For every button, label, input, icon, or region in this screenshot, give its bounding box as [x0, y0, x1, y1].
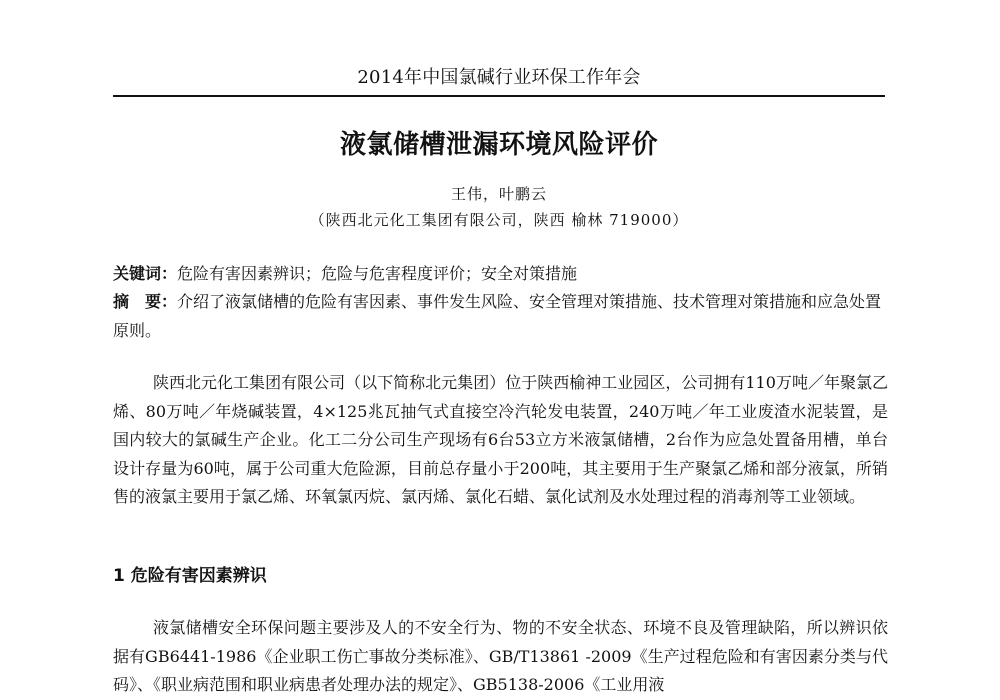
paper-authors: 王伟，叶鹏云 — [450, 185, 547, 203]
keywords-text: 危险有害因素辨识；危险与危害程度评价；安全对策措施 — [177, 264, 578, 283]
abstract-text: 介绍了液氯储槽的危险有害因素、事件发生风险、安全管理对策措施、技术管理对策措施和应急处置原则。 — [113, 292, 882, 340]
abstract-block — [113, 287, 888, 345]
section-heading: 1 危险有害因素辨识 — [113, 566, 267, 586]
keywords-label: 关键词： — [113, 264, 178, 283]
section-paragraph: 液氯储槽安全环保问题主要涉及人的不安全行为、物的不安全状态、环境不良及管理缺陷，所以辨识依据有GB6441-1986《企业职工伤亡事故分类标准》、GB/T13861 -2009《生产过程危险和有害因素分类与代码》、《职业病范围和职业病患者处理办法的规定》、GB5138-2006《工业用液 — [113, 618, 888, 694]
running-header: 2014年中国氯碱行业环保工作年会 — [357, 67, 641, 88]
keywords-block — [113, 262, 888, 286]
intro-paragraph: 陕西北元化工集团有限公司（以下简称北元集团）位于陕西榆神工业园区，公司拥有110万吨／年聚氯乙烯、80万吨／年烧碱装置，4×125兆瓦抽气式直接空冷汽轮发电装置，240万吨／年工业废渣水泥装置，是国内较大的氯碱生产企业。化工二分公司生产现场有6台53立方米液氯储槽，2台作为应急处置备用槽，单台设计存量为60吨，属于公司重大危险源，目前总存量小于200吨，其主要用于生产聚氯乙烯和部分液氯，所销售的液氯主要用于氯乙烯、环氧氯丙烷、氯丙烯、氯化石蜡、氯化试剂及水处理过程的消毒剂等工业领域。 — [113, 373, 888, 506]
abstract-label: 摘 要： — [113, 292, 178, 311]
paper-affiliation: （陕西北元化工集团有限公司，陕西 榆林 719000） — [309, 211, 689, 229]
header-divider — [113, 95, 885, 97]
paper-title: 液氯储槽泄漏环境风险评价 — [339, 130, 658, 160]
